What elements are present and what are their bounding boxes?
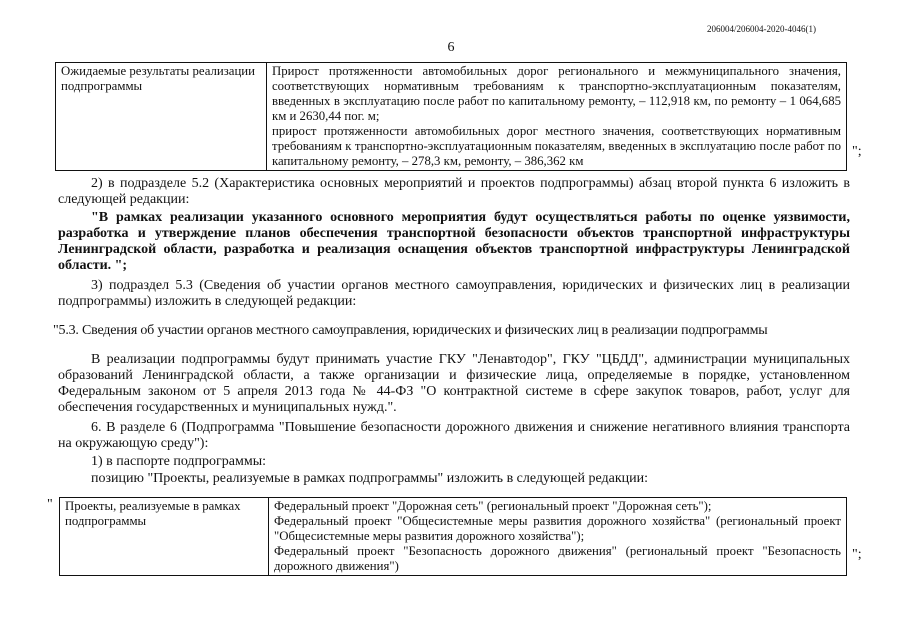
paragraph: "В рамках реализации указанного основного мероприятия будут осуществляться работы по оценке уязвимости, разработка и утверждение планов обеспечения транспортной безопасности объектов транспортной инфраструктуры Ленинградской области, разработка и реализация оснащения объектов транспортной инфраструктуры Ленинградской области. ";: [58, 210, 850, 273]
closing-quote: ";: [852, 547, 862, 562]
projects-table: [59, 497, 847, 576]
paragraph: В реализации подпрограммы будут принимать участие ГКУ "Ленавтодор", ГКУ "ЦБДД", администрации муниципальных образований Ленинградской области, а также организации и физические лица, определяемые в порядке, установленном Федеральным законом от 5 апреля 2013 года № 44-ФЗ "О контрактной системе в сфере закупок товаров, работ, услуг для обеспечения государственных и муниципальных нужд.".: [58, 352, 850, 415]
opening-quote: ": [47, 497, 53, 512]
table-label-cell: Ожидаемые результаты реализации подпрограммы: [56, 63, 267, 171]
table-row: [56, 63, 847, 171]
table-value-cell: [269, 498, 847, 576]
document-number: 206004/206004-2020-4046(1): [707, 24, 816, 34]
table-value-text: Федеральный проект "Общесистемные меры развития дорожного хозяйства" (региональный проект "Общесистемные меры развития дорожного хозяйства");: [274, 514, 841, 543]
paragraph: 2) в подразделе 5.2 (Характеристика основных мероприятий и проектов подпрограммы) абзац второй пункта 6 изложить в следующей редакции:: [58, 176, 850, 207]
paragraph: 1) в паспорте подпрограммы:: [91, 454, 267, 469]
page-number: 6: [447, 40, 455, 55]
table-row: [60, 498, 847, 576]
table-value-text: Прирост протяженности автомобильных дорог регионального и межмуниципального значения, соответствующих нормативным требованиям к транспортно-эксплуатационным показателям, введенных в эксплуатацию после работ по капитальному ремонту, – 112,918 км, по ремонту – 1 064,685 км и 2630,44 пог. м;: [272, 64, 841, 123]
table-value-text: Федеральный проект "Дорожная сеть" (региональный проект "Дорожная сеть");: [274, 499, 712, 513]
paragraph: "5.3. Сведения об участии органов местного самоуправления, юридических и физических лиц в реализации подпрограммы: [53, 323, 768, 338]
table-label-cell: Проекты, реализуемые в рамках подпрограммы: [60, 498, 269, 576]
table-value-cell: [267, 63, 847, 171]
paragraph: 6. В разделе 6 (Подпрограмма "Повышение безопасности дорожного движения и снижение негативного влияния транспорта на окружающую среду"):: [58, 420, 850, 451]
table-value-text: Федеральный проект "Безопасность дорожного движения" (региональный проект "Безопасность дорожного движения"): [274, 544, 841, 573]
table-value-text: прирост протяженности автомобильных дорог местного значения, соответствующих нормативным требованиям к транспортно-эксплуатационным показателям, введенных в эксплуатацию после работ по капитальному ремонту, – 278,3 км, ремонту, – 386,362 км: [272, 124, 841, 168]
results-table: [55, 62, 847, 171]
closing-quote: ";: [852, 144, 862, 159]
paragraph: позицию "Проекты, реализуемые в рамках подпрограммы" изложить в следующей редакции:: [91, 471, 649, 486]
paragraph: 3) подраздел 5.3 (Сведения об участии органов местного самоуправления, юридических и физических лиц в реализации подпрограммы) изложить в следующей редакции:: [58, 278, 850, 309]
